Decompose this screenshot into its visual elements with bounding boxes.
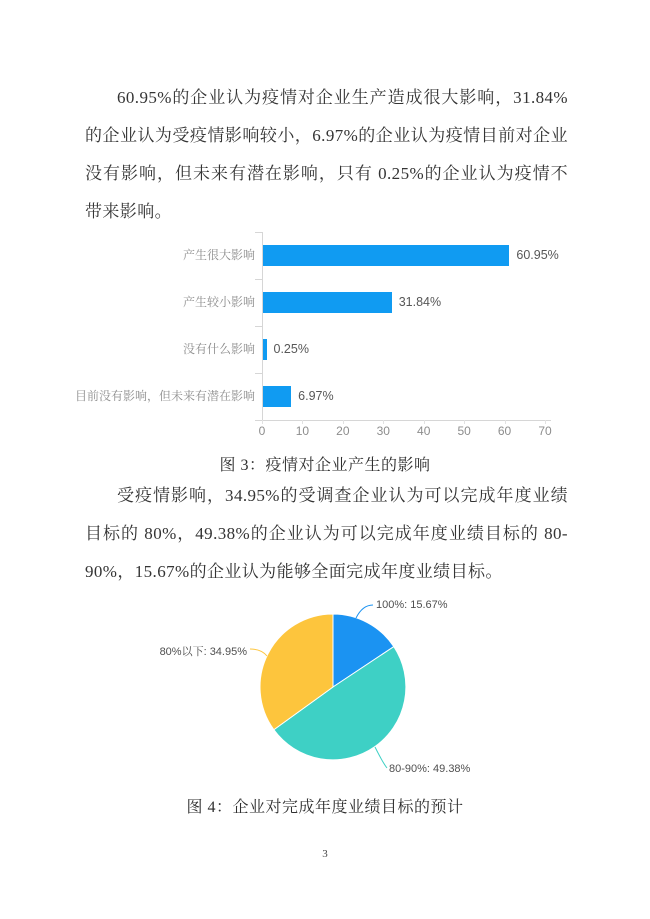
- page-number: 3: [322, 848, 328, 860]
- pie-label-100: 100%: 15.67%: [376, 599, 448, 611]
- x-axis-tick-mark: [464, 420, 465, 424]
- bar-category-label: 没有什么影响: [182, 342, 255, 356]
- y-axis-tick: [255, 279, 263, 280]
- x-axis-tick-label: 70: [538, 424, 552, 438]
- paragraph-target: 受疫情影响，34.95%的受调查企业认为可以完成年度业绩目标的 80%，49.38%的企业认为可以完成年度业绩目标的 80-90%，15.67%的企业认为能够全面完成年度业绩目标。: [85, 486, 568, 581]
- x-axis-tick-label: 20: [336, 424, 350, 438]
- pie-slices-group: [260, 614, 406, 760]
- x-axis-tick-mark: [343, 420, 344, 424]
- bar-value-label: 31.84%: [398, 295, 442, 309]
- figure3-caption: 图 3：疫情对企业产生的影响: [219, 457, 431, 474]
- x-axis-tick-mark: [262, 420, 263, 424]
- bar: [263, 386, 291, 407]
- pie-label-80-90: 80-90%: 49.38%: [389, 763, 471, 775]
- bar-value-label: 0.25%: [273, 342, 309, 356]
- pie-leader-line-below-80: [250, 649, 267, 656]
- x-axis-tick-label: 60: [497, 424, 512, 438]
- bar-value-label: 60.95%: [516, 248, 559, 262]
- bar: [263, 292, 392, 313]
- bar: [263, 339, 267, 360]
- x-axis-tick-mark: [545, 420, 546, 424]
- x-axis-tick-label: 50: [457, 424, 471, 438]
- paragraph-impact: 60.95%的企业认为疫情对企业生产造成很大影响，31.84%的企业认为受疫情影响较小，6.97%的企业认为疫情目前对企业没有影响，但未来有潜在影响，只有 0.25%的企业认为疫情不带来影响。: [85, 88, 568, 221]
- x-axis-tick-mark: [383, 420, 384, 424]
- y-axis-tick: [255, 326, 263, 327]
- pie-leader-line-80-90: [375, 747, 387, 768]
- bar: [263, 245, 509, 266]
- x-axis-tick-mark: [302, 420, 303, 424]
- bar-value-label: 6.97%: [298, 389, 334, 403]
- x-axis-tick-label: 30: [376, 424, 390, 438]
- x-axis-tick-mark: [505, 420, 506, 424]
- y-axis-tick: [255, 232, 263, 233]
- bar-category-label: 产生很大影响: [182, 248, 255, 262]
- figure4-caption: 图 4：企业对完成年度业绩目标的预计: [186, 799, 464, 816]
- bar-chart-x-axis-line: [255, 420, 551, 421]
- bar-category-label: 目前没有影响，但未来有潜在影响: [75, 389, 256, 403]
- x-axis-tick-label: 10: [295, 424, 310, 438]
- x-axis-tick-mark: [424, 420, 425, 424]
- pie-label-below-80: 80%以下: 34.95%: [159, 646, 247, 658]
- figure3-bar-chart: [75, 230, 590, 444]
- pie-leader-line-100: [356, 605, 373, 618]
- x-axis-tick-label: 40: [417, 424, 431, 438]
- figure4-pie-chart: [140, 592, 510, 797]
- x-axis-tick-label: 0: [258, 424, 266, 438]
- y-axis-tick: [255, 373, 263, 374]
- bar-category-label: 产生较小影响: [182, 295, 255, 309]
